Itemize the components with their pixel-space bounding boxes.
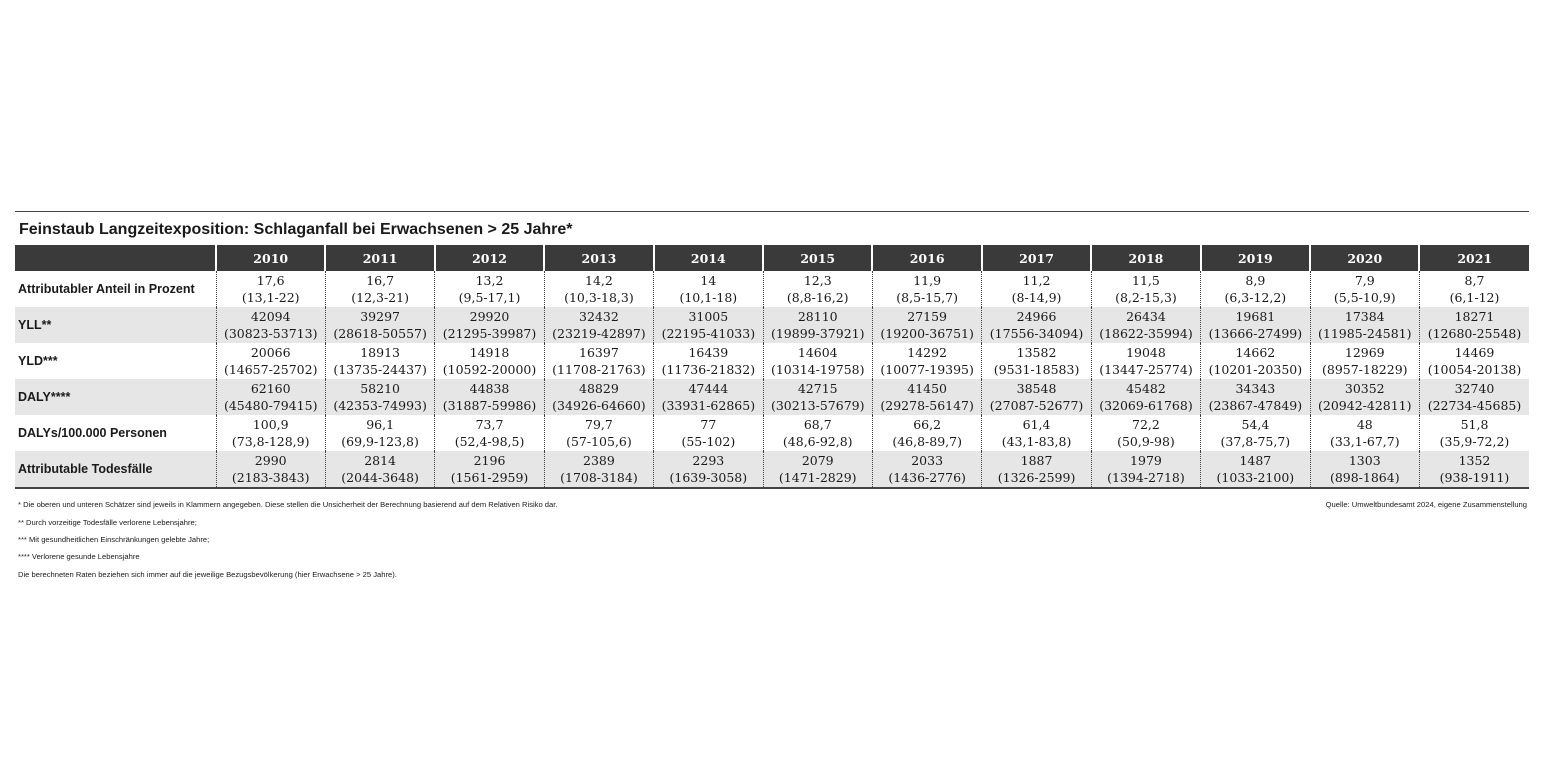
cell-value: 42094 (250, 309, 291, 324)
cell-range: (13447-25774) (1099, 362, 1193, 377)
cell-range: (10054-20138) (1427, 362, 1522, 377)
cell-range: (69,9-123,8) (341, 434, 419, 449)
cell-range: (35,9-72,2) (1439, 434, 1510, 449)
table-cell (654, 451, 763, 488)
table-cell (1310, 271, 1419, 307)
cell-range: (938-1911) (1439, 470, 1510, 485)
cell-value: 16439 (688, 345, 729, 360)
cell-value: 11,5 (1132, 273, 1160, 288)
table-cell (216, 271, 325, 307)
table-cell (872, 379, 981, 415)
cell-range: (30213-57679) (770, 398, 865, 413)
cell-value: 42715 (797, 381, 838, 396)
cell-value: 1979 (1130, 453, 1162, 468)
table-body (15, 271, 1529, 488)
cell-range: (13735-24437) (333, 362, 427, 377)
table-cell (872, 343, 981, 379)
cell-range: (57-105,6) (566, 434, 632, 449)
cell-range: (17556-34094) (989, 326, 1084, 341)
cell-value: 14469 (1454, 345, 1495, 360)
cell-range: (73,8-128,9) (231, 434, 310, 449)
cell-range: (10201-20350) (1208, 362, 1303, 377)
cell-range: (1326-2599) (997, 470, 1076, 485)
header-row (15, 245, 1529, 271)
year-header: 2018 (1091, 245, 1200, 271)
cell-value: 17,6 (256, 273, 285, 288)
table-cell (544, 307, 653, 343)
cell-range: (6,3-12,2) (1224, 290, 1287, 305)
cell-value: 28110 (797, 309, 838, 324)
cell-range: (27087-52677) (989, 398, 1084, 413)
table-cell (982, 271, 1091, 307)
footnote: *** Mit gesundheitlichen Einschränkungen gelebte Jahre; (18, 535, 210, 544)
cell-value: 16397 (579, 345, 619, 360)
cell-value: 8,9 (1245, 273, 1266, 288)
table-cell (1091, 451, 1200, 488)
table-cell (763, 415, 872, 451)
table-row (15, 415, 1529, 451)
table-cell (1201, 343, 1310, 379)
cell-value: 14292 (907, 345, 948, 360)
cell-range: (31887-59986) (442, 398, 537, 413)
table-cell (1091, 379, 1200, 415)
cell-value: 58210 (360, 381, 400, 396)
row-label: YLD*** (18, 353, 58, 368)
table-cell (982, 415, 1091, 451)
table-cell (216, 343, 325, 379)
cell-value: 14918 (469, 345, 510, 360)
table-row (15, 307, 1529, 343)
table-cell (1419, 415, 1529, 451)
year-header: 2021 (1419, 245, 1529, 271)
row-label: Attributabler Anteil in Prozent (18, 281, 195, 296)
table-cell (872, 451, 981, 488)
cell-value: 14662 (1235, 345, 1276, 360)
cell-value: 61,4 (1022, 417, 1051, 432)
cell-range: (33,1-67,7) (1329, 434, 1400, 449)
table-cell (325, 307, 434, 343)
cell-range: (22195-41033) (661, 326, 756, 341)
cell-range: (34926-64660) (552, 398, 646, 413)
table-cell (435, 451, 544, 488)
row-label: YLL** (15, 307, 216, 343)
cell-value: 13582 (1016, 345, 1057, 360)
cell-value: 1303 (1348, 453, 1381, 468)
cell-range: (6,1-12) (1449, 290, 1500, 305)
cell-value: 13,2 (475, 273, 504, 288)
table-cell (1091, 415, 1200, 451)
table-cell (1091, 307, 1200, 343)
cell-value: 45482 (1126, 381, 1166, 396)
cell-range: (50,9-98) (1117, 434, 1175, 449)
year-header: 2014 (654, 245, 763, 271)
table-cell (872, 271, 981, 307)
cell-range: (43,1-83,8) (1001, 434, 1072, 449)
cell-range: (19200-36751) (880, 326, 974, 341)
row-label: DALYs/100.000 Personen (18, 425, 167, 440)
cell-value: 41450 (907, 381, 948, 396)
table-cell (325, 379, 434, 415)
cell-range: (33931-62865) (661, 398, 756, 413)
cell-value: 2033 (911, 453, 944, 468)
table-cell (1201, 379, 1310, 415)
cell-value: 96,1 (366, 417, 395, 432)
table-cell (544, 379, 653, 415)
table-cell (216, 379, 325, 415)
cell-range: (21295-39987) (442, 326, 537, 341)
year-header: 2010 (216, 245, 325, 271)
table-cell (435, 307, 544, 343)
cell-range: (48,6-92,8) (782, 434, 853, 449)
table-cell (1201, 415, 1310, 451)
cell-range: (11985-24581) (1318, 326, 1412, 341)
cell-range: (45480-79415) (223, 398, 318, 413)
cell-range: (14657-25702) (223, 362, 318, 377)
footnote: **** Verlorene gesunde Lebensjahre (18, 552, 140, 561)
cell-value: 27159 (907, 309, 948, 324)
cell-range: (8,2-15,3) (1115, 290, 1177, 305)
table-row (15, 343, 1529, 379)
cell-range: (13666-27499) (1208, 326, 1303, 341)
cell-value: 47444 (688, 381, 729, 396)
cell-range: (46,8-89,7) (892, 434, 962, 449)
cell-range: (52,4-98,5) (454, 434, 525, 449)
cell-range: (12680-25548) (1427, 326, 1522, 341)
table-cell (1310, 379, 1419, 415)
cell-value: 2196 (473, 453, 506, 468)
table-cell (654, 307, 763, 343)
table-cell (544, 343, 653, 379)
cell-range: (23219-42897) (552, 326, 646, 341)
cell-value: 44838 (469, 381, 510, 396)
row-label: DALY**** (15, 379, 216, 415)
header-corner (15, 245, 216, 271)
table-figure (15, 211, 1529, 489)
table-cell (654, 415, 763, 451)
cell-value: 1487 (1239, 453, 1272, 468)
table-cell (1310, 343, 1419, 379)
cell-range: (18622-35994) (1099, 326, 1193, 341)
cell-value: 30352 (1344, 381, 1385, 396)
cell-range: (9,5-17,1) (458, 290, 521, 305)
table-cell (763, 307, 872, 343)
table-cell (1091, 271, 1200, 307)
cell-range: (10,1-18) (679, 290, 738, 305)
table-cell (654, 271, 763, 307)
cell-range: (1639-3058) (669, 470, 748, 485)
cell-range: (32069-61768) (1099, 398, 1193, 413)
data-table (15, 245, 1529, 489)
year-header: 2011 (325, 245, 434, 271)
table-cell (1419, 343, 1529, 379)
cell-value: 12969 (1344, 345, 1385, 360)
cell-value: 19681 (1235, 309, 1276, 324)
table-cell (1419, 379, 1529, 415)
cell-value: 20066 (250, 345, 291, 360)
table-cell (325, 271, 434, 307)
cell-value: 31005 (688, 309, 729, 324)
table-cell (544, 271, 653, 307)
cell-value: 51,8 (1460, 417, 1489, 432)
cell-value: 32740 (1454, 381, 1495, 396)
year-header: 2016 (872, 245, 981, 271)
table-cell (325, 415, 434, 451)
cell-range: (8,8-16,2) (786, 290, 849, 305)
table-cell (763, 379, 872, 415)
year-header: 2017 (982, 245, 1091, 271)
table-cell (435, 379, 544, 415)
cell-value: 12,3 (803, 273, 832, 288)
cell-value: 16,7 (366, 273, 395, 288)
table-cell (982, 451, 1091, 488)
cell-value: 66,2 (913, 417, 942, 432)
cell-range: (1394-2718) (1107, 470, 1185, 485)
table-row (15, 271, 1529, 307)
footnote: * Die oberen und unteren Schätzer sind jeweils in Klammern angegeben. Diese stellen die Unsicherheit der Berechnung basierend auf dem Relativen Risiko dar. (18, 500, 558, 509)
cell-value: 79,7 (585, 417, 613, 432)
cell-value: 18271 (1454, 309, 1495, 324)
cell-range: (10,3-18,3) (564, 290, 634, 305)
cell-value: 72,2 (1132, 417, 1160, 432)
cell-range: (55-102) (681, 434, 736, 449)
table-cell (1091, 343, 1200, 379)
table-title: Feinstaub Langzeitexposition: Schlaganfall bei Erwachsenen > 25 Jahre* (19, 221, 573, 238)
cell-range: (2044-3648) (341, 470, 419, 485)
table-cell (1419, 451, 1529, 488)
year-header: 2020 (1310, 245, 1419, 271)
cell-range: (10077-19395) (880, 362, 974, 377)
table-cell (325, 451, 434, 488)
cell-value: 2079 (801, 453, 834, 468)
table-cell (763, 271, 872, 307)
cell-value: 54,4 (1241, 417, 1270, 432)
cell-range: (8957-18229) (1321, 362, 1408, 377)
table-cell (435, 415, 544, 451)
table-cell (544, 415, 653, 451)
table-cell (654, 343, 763, 379)
table-cell (872, 307, 981, 343)
cell-range: (42353-74993) (333, 398, 427, 413)
table-cell (1419, 271, 1529, 307)
cell-value: 2990 (254, 453, 287, 468)
cell-value: 11,2 (1022, 273, 1051, 288)
table-cell (982, 343, 1091, 379)
cell-value: 14604 (797, 345, 838, 360)
cell-range: (1033-2100) (1216, 470, 1295, 485)
table-row (15, 379, 1529, 415)
cell-value: 48829 (579, 381, 619, 396)
table-cell (216, 415, 325, 451)
table-cell (544, 451, 653, 488)
table-cell (1310, 307, 1419, 343)
table-cell (216, 307, 325, 343)
cell-range: (28618-50557) (333, 326, 427, 341)
cell-value: 77 (700, 417, 717, 432)
table-cell (982, 307, 1091, 343)
table-cell (435, 271, 544, 307)
cell-value: 73,7 (475, 417, 504, 432)
table-cell (763, 451, 872, 488)
cell-value: 7,9 (1354, 273, 1375, 288)
cell-range: (22734-45685) (1427, 398, 1522, 413)
cell-value: 32432 (579, 309, 619, 324)
cell-value: 1887 (1020, 453, 1053, 468)
cell-range: (1561-2959) (450, 470, 529, 485)
cell-value: 2389 (583, 453, 615, 468)
cell-value: 29920 (469, 309, 510, 324)
cell-value: 1352 (1458, 453, 1491, 468)
cell-range: (10314-19758) (770, 362, 865, 377)
cell-value: 38548 (1016, 381, 1057, 396)
table-cell (1201, 271, 1310, 307)
cell-range: (898-1864) (1329, 470, 1400, 485)
footnote: Die berechneten Raten beziehen sich immer auf die jeweilige Bezugsbevölkerung (hier Erwachsene > 25 Jahre). (18, 570, 397, 579)
footnote: ** Durch vorzeitige Todesfälle verlorene Lebensjahre; (18, 518, 197, 527)
cell-range: (11736-21832) (661, 362, 756, 377)
cell-range: (11708-21763) (552, 362, 646, 377)
cell-range: (1436-2776) (888, 470, 966, 485)
cell-value: 48 (1356, 417, 1373, 432)
cell-value: 11,9 (913, 273, 942, 288)
top-rule (15, 211, 1529, 212)
table-cell (325, 343, 434, 379)
cell-value: 18913 (360, 345, 400, 360)
table-cell (872, 415, 981, 451)
cell-range: (10592-20000) (442, 362, 537, 377)
cell-range: (37,8-75,7) (1220, 434, 1291, 449)
table-cell (1310, 451, 1419, 488)
table-cell (654, 379, 763, 415)
cell-range: (12,3-21) (351, 290, 409, 305)
cell-value: 14 (700, 273, 717, 288)
cell-range: (1471-2829) (778, 470, 857, 485)
cell-value: 39297 (360, 309, 400, 324)
cell-range: (8,5-15,7) (896, 290, 958, 305)
cell-value: 68,7 (803, 417, 832, 432)
row-label: Attributable Todesfälle (15, 451, 216, 488)
cell-value: 2814 (364, 453, 397, 468)
cell-value: 8,7 (1464, 273, 1485, 288)
cell-range: (20942-42811) (1318, 398, 1412, 413)
year-header: 2019 (1201, 245, 1310, 271)
cell-value: 17384 (1344, 309, 1385, 324)
source-note: Quelle: Umweltbundesamt 2024, eigene Zusammenstellung (1325, 500, 1527, 509)
cell-range: (13,1-22) (241, 290, 300, 305)
year-header: 2015 (763, 245, 872, 271)
table-cell (1310, 415, 1419, 451)
cell-range: (8-14,9) (1011, 290, 1062, 305)
cell-value: 24966 (1016, 309, 1057, 324)
table-cell (763, 343, 872, 379)
cell-range: (1708-3184) (560, 470, 638, 485)
cell-value: 62160 (250, 381, 291, 396)
table-cell (216, 451, 325, 488)
cell-range: (2183-3843) (231, 470, 310, 485)
cell-range: (9531-18583) (993, 362, 1080, 377)
cell-value: 34343 (1235, 381, 1276, 396)
cell-value: 26434 (1126, 309, 1166, 324)
table-cell (982, 379, 1091, 415)
cell-range: (29278-56147) (880, 398, 974, 413)
cell-value: 100,9 (252, 417, 289, 432)
cell-value: 14,2 (585, 273, 613, 288)
table-row (15, 451, 1529, 488)
year-header: 2012 (435, 245, 544, 271)
cell-value: 19048 (1126, 345, 1166, 360)
year-header: 2013 (544, 245, 653, 271)
table-cell (1201, 307, 1310, 343)
cell-range: (5,5-10,9) (1333, 290, 1396, 305)
cell-range: (30823-53713) (223, 326, 318, 341)
table-cell (1201, 451, 1310, 488)
cell-range: (19899-37921) (770, 326, 865, 341)
cell-value: 2293 (692, 453, 725, 468)
table-cell (435, 343, 544, 379)
table-cell (1419, 307, 1529, 343)
cell-range: (23867-47849) (1208, 398, 1303, 413)
